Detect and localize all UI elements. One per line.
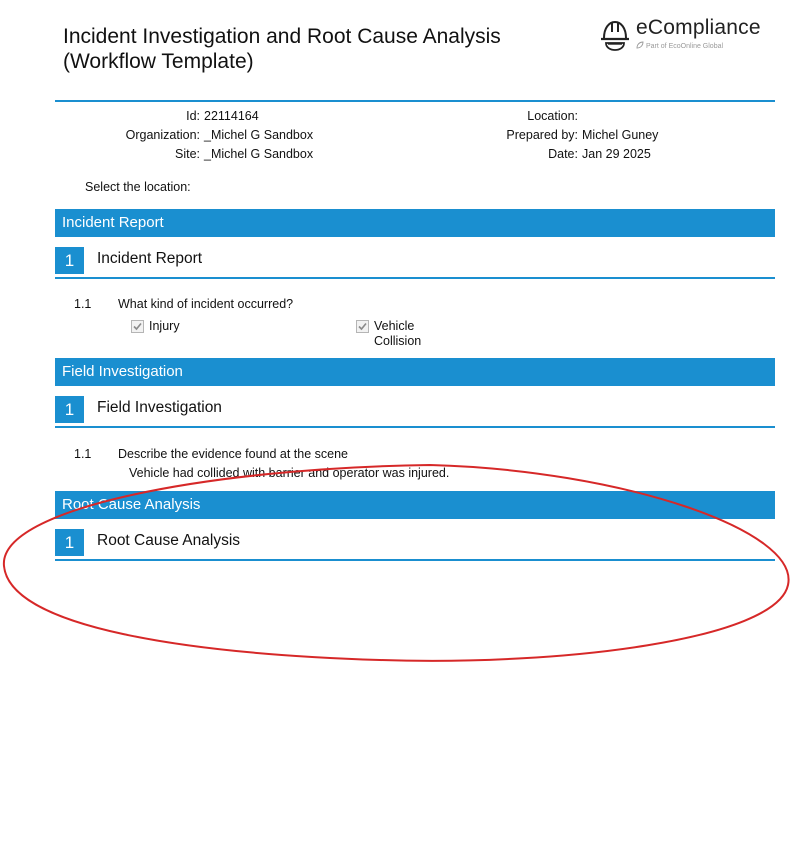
meta-value: Jan 29 2025 — [582, 147, 651, 161]
meta-value — [578, 107, 582, 126]
subsection-title: Incident Report — [97, 250, 203, 267]
brand-tagline: Part of EcoOnline Global — [646, 43, 724, 50]
checkbox-checked-icon — [131, 320, 144, 333]
subsection-number: 1 — [55, 247, 84, 274]
meta-row-site — [55, 145, 316, 164]
option-label: Vehicle Collision — [374, 319, 422, 348]
meta-row-prepared-by — [435, 126, 665, 145]
brand-tagline-row — [636, 41, 723, 50]
meta-label: Site: — [174, 147, 200, 161]
location-prompt: Select the location: — [85, 180, 191, 194]
leaf-icon — [636, 41, 644, 49]
meta-value: _Michel G Sandbox — [204, 128, 314, 142]
header-divider — [55, 100, 775, 102]
question-text: Describe the evidence found at the scene — [118, 447, 349, 461]
question-number: 1.1 — [74, 447, 92, 461]
meta-row-location — [435, 107, 665, 126]
hardhat-icon — [600, 18, 630, 52]
meta-label: Id: — [186, 109, 200, 123]
subsection-number: 1 — [55, 396, 84, 423]
answer-text: Vehicle had collided with barrier and operator was injured. — [129, 466, 450, 480]
document-title-line1: Incident Investigation and Root Cause Analysis — [63, 25, 501, 48]
meta-left-column — [55, 107, 316, 164]
subsection-field-investigation — [55, 396, 775, 428]
subsection-title: Field Investigation — [97, 399, 222, 416]
subsection-incident-report — [55, 247, 775, 279]
subsection-title: Root Cause Analysis — [97, 532, 241, 549]
option-label: Injury — [149, 319, 180, 333]
meta-label: Date: — [548, 147, 578, 161]
document-title-line2: (Workflow Template) — [63, 50, 254, 73]
meta-row-organization — [55, 126, 316, 145]
meta-right-column — [435, 107, 665, 164]
meta-value: 22114164 — [204, 109, 259, 123]
meta-value: _Michel G Sandbox — [204, 147, 314, 161]
brand-name: eCompliance — [636, 16, 761, 39]
section-bar-field-investigation: Field Investigation — [55, 358, 775, 386]
section-bar-incident-report: Incident Report — [55, 209, 775, 237]
checkbox-checked-icon — [356, 320, 369, 333]
meta-row-id — [55, 107, 316, 126]
question-number: 1.1 — [74, 297, 92, 311]
section-bar-root-cause-analysis: Root Cause Analysis — [55, 491, 775, 519]
meta-label: Prepared by: — [506, 128, 578, 142]
meta-value: Michel Guney — [582, 128, 659, 142]
meta-row-date — [435, 145, 665, 164]
subsection-root-cause-analysis — [55, 529, 775, 561]
subsection-number: 1 — [55, 529, 84, 556]
document-title — [63, 24, 501, 74]
brand-logo — [600, 16, 780, 56]
question-text: What kind of incident occurred? — [118, 297, 294, 311]
meta-label: Location: — [527, 109, 578, 123]
meta-label: Organization: — [125, 128, 200, 142]
